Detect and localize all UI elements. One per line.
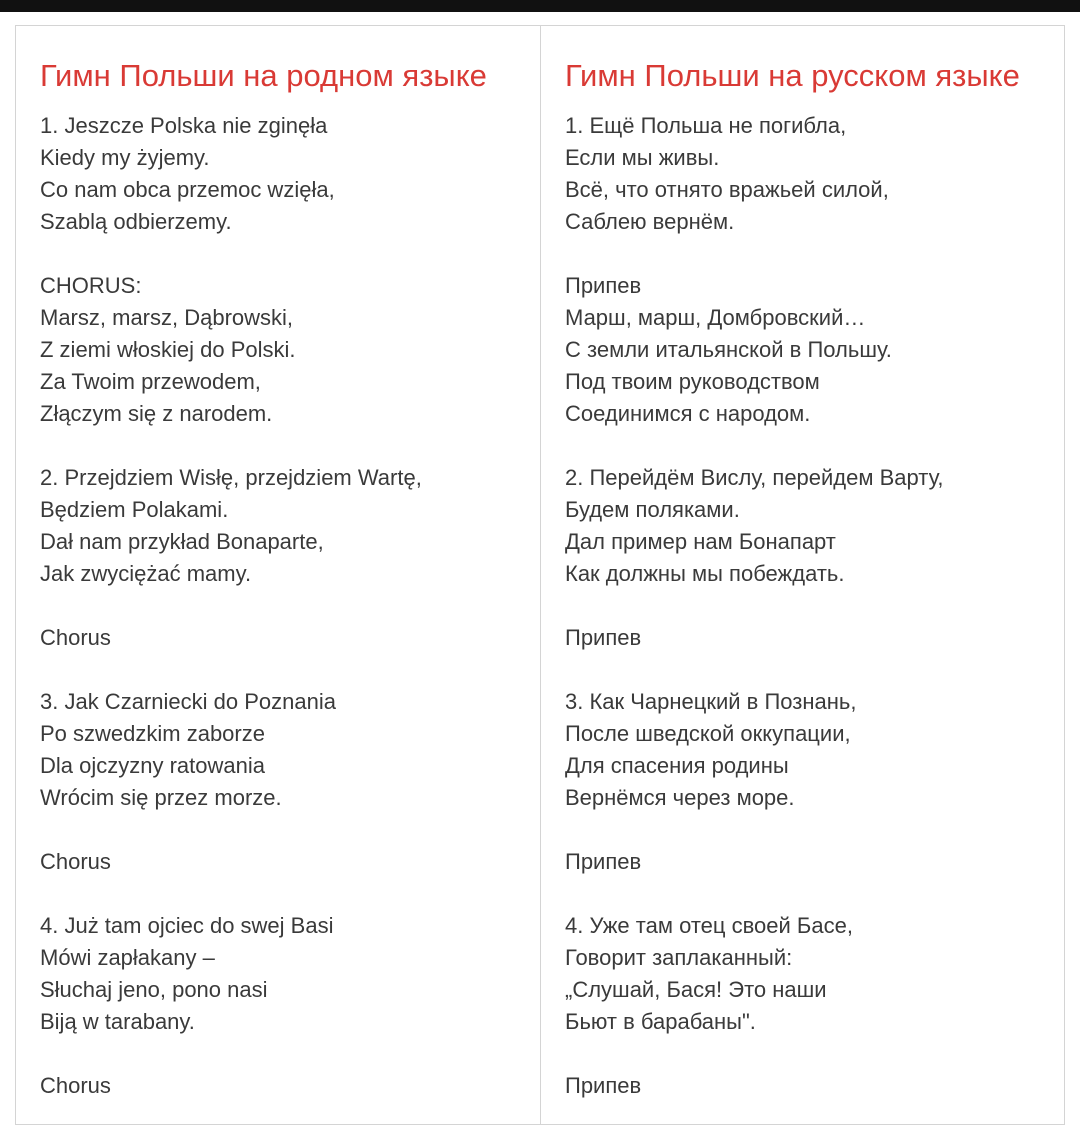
- lyric-line: 2. Przejdziem Wisłę, przejdziem Wartę,: [40, 465, 422, 490]
- lyric-line: 2. Перейдём Вислу, перейдем Варту,: [565, 465, 944, 490]
- lyric-line: Припев: [565, 625, 642, 650]
- lyric-line: Вернёмся через море.: [565, 785, 795, 810]
- stanza-gap: [40, 430, 540, 462]
- lyric-line: Chorus: [40, 849, 111, 874]
- lyric-line: Говорит заплаканный:: [565, 945, 793, 970]
- stanza-gap: [40, 238, 540, 270]
- stanza-gap: [40, 814, 540, 846]
- stanza-gap: [565, 590, 1064, 622]
- stanza-gap: [40, 1038, 540, 1070]
- lyric-line: 3. Как Чарнецкий в Познань,: [565, 689, 857, 714]
- lyric-line: Соединимся с народом.: [565, 401, 811, 426]
- stanza-gap: [40, 654, 540, 686]
- lyric-line: Chorus: [40, 625, 111, 650]
- lyric-line: Jak zwyciężać mamy.: [40, 561, 252, 586]
- stanza-gap: [565, 430, 1064, 462]
- lyric-line: CHORUS:: [40, 273, 142, 298]
- lyric-line: Dla ojczyzny ratowania: [40, 753, 265, 778]
- lyric-line: Chorus: [40, 1073, 111, 1098]
- lyric-line: Kiedy my żyjemy.: [40, 145, 210, 170]
- russian-lyrics-column: [541, 26, 1064, 1124]
- lyric-line: 4. Уже там отец своей Басе,: [565, 913, 853, 938]
- lyric-line: Po szwedzkim zaborze: [40, 721, 265, 746]
- lyric-line: Саблею вернём.: [565, 209, 735, 234]
- lyric-line: Mówi zapłakany –: [40, 945, 215, 970]
- lyric-line: Złączym się z narodem.: [40, 401, 273, 426]
- lyric-line: Всё, что отнято вражьей силой,: [565, 177, 889, 202]
- lyric-line: Szablą odbierzemy.: [40, 209, 232, 234]
- anthem-comparison-table: [15, 25, 1065, 1125]
- lyrics-lines: [40, 110, 540, 1102]
- column-title-polish: Гимн Польши на родном языке: [40, 58, 487, 93]
- lyric-line: 4. Już tam ojciec do swej Basi: [40, 913, 334, 938]
- top-status-bar: [0, 0, 1080, 12]
- lyric-line: Если мы живы.: [565, 145, 720, 170]
- lyric-line: Z ziemi włoskiej do Polski.: [40, 337, 296, 362]
- lyrics-lines: [565, 110, 1064, 1102]
- lyric-line: Marsz, marsz, Dąbrowski,: [40, 305, 294, 330]
- lyric-line: 1. Ещё Польша не погибла,: [565, 113, 847, 138]
- stanza-gap: [565, 878, 1064, 910]
- stanza-gap: [565, 654, 1064, 686]
- lyric-line: 1. Jeszcze Polska nie zginęła: [40, 113, 328, 138]
- lyric-line: Припев: [565, 1073, 642, 1098]
- lyric-line: Припев: [565, 273, 642, 298]
- lyric-line: После шведской оккупации,: [565, 721, 851, 746]
- lyric-line: Как должны мы побеждать.: [565, 561, 845, 586]
- lyric-line: Dał nam przykład Bonaparte,: [40, 529, 324, 554]
- lyric-line: Biją w tarabany.: [40, 1009, 195, 1034]
- lyric-line: Марш, марш, Домбровский…: [565, 305, 866, 330]
- lyric-line: Co nam obca przemoc wzięła,: [40, 177, 335, 202]
- lyric-line: 3. Jak Czarniecki do Poznania: [40, 689, 336, 714]
- stanza-gap: [565, 814, 1064, 846]
- lyric-line: Za Twoim przewodem,: [40, 369, 261, 394]
- lyric-line: Под твоим руководством: [565, 369, 820, 394]
- column-title-russian: Гимн Польши на русском языке: [565, 58, 1020, 93]
- lyric-line: Для спасения родины: [565, 753, 789, 778]
- lyric-line: С земли итальянской в Польшу.: [565, 337, 892, 362]
- stanza-gap: [40, 878, 540, 910]
- stanza-gap: [40, 590, 540, 622]
- lyric-line: Припев: [565, 849, 642, 874]
- lyric-line: Będziem Polakami.: [40, 497, 229, 522]
- lyric-line: Дал пример нам Бонапарт: [565, 529, 836, 554]
- lyric-line: Wrócim się przez morze.: [40, 785, 282, 810]
- stanza-gap: [565, 238, 1064, 270]
- stanza-gap: [565, 1038, 1064, 1070]
- lyric-line: Будем поляками.: [565, 497, 740, 522]
- lyric-line: Бьют в барабаны".: [565, 1009, 756, 1034]
- lyric-line: Słuchaj jeno, pono nasi: [40, 977, 268, 1002]
- lyric-line: „Слушай, Бася! Это наши: [565, 977, 827, 1002]
- polish-lyrics-column: [16, 26, 541, 1124]
